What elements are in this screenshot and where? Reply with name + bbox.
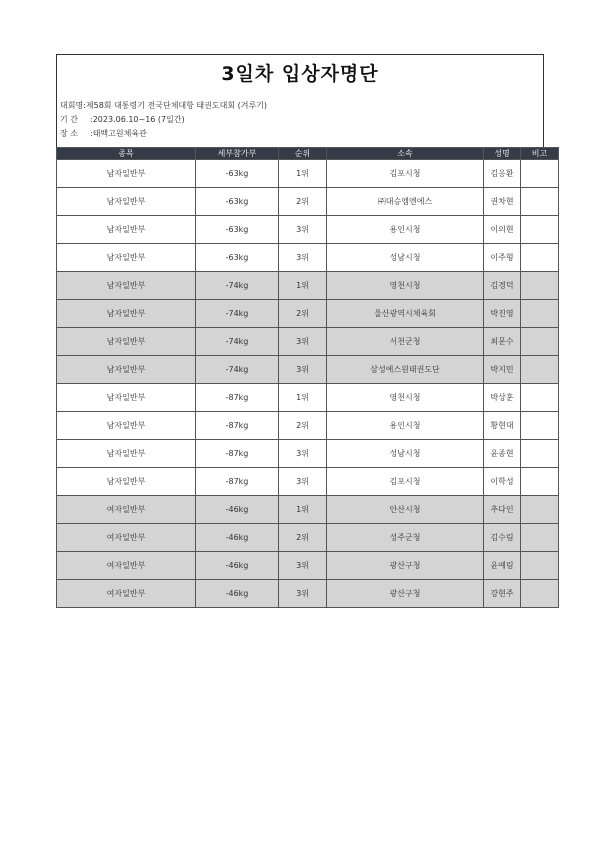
- result-sheet: [56, 54, 548, 608]
- info-label: 기 간: [60, 115, 78, 124]
- event-cell: 남자일반부: [57, 300, 196, 328]
- header-note: 비고: [521, 148, 559, 160]
- rank-cell: 2위: [279, 188, 327, 216]
- event-cell: 남자일반부: [57, 440, 196, 468]
- name-cell: 이학성: [484, 468, 521, 496]
- table-row: [57, 216, 559, 244]
- note-cell: [521, 272, 559, 300]
- rank-cell: 3위: [279, 216, 327, 244]
- team-cell: 김포시청: [327, 160, 484, 188]
- table-row: [57, 552, 559, 580]
- rank-cell: 2위: [279, 300, 327, 328]
- header-event: 종목: [57, 148, 196, 160]
- team-cell: 용인시청: [327, 412, 484, 440]
- info-separator: :: [90, 129, 93, 138]
- table-row: [57, 328, 559, 356]
- weight-class-cell: -46kg: [196, 496, 279, 524]
- note-cell: [521, 412, 559, 440]
- event-cell: 남자일반부: [57, 356, 196, 384]
- winners-table: [56, 147, 559, 608]
- table-row: [57, 412, 559, 440]
- table-header-row: [57, 148, 559, 160]
- info-separator: :: [90, 115, 93, 124]
- table-row: [57, 440, 559, 468]
- name-cell: 김수림: [484, 524, 521, 552]
- table-row: [57, 188, 559, 216]
- info-label: 대회명: [60, 101, 84, 110]
- weight-class-cell: -74kg: [196, 300, 279, 328]
- page-title: 3일차 입상자명단: [221, 62, 379, 85]
- table-row: [57, 524, 559, 552]
- rank-cell: 3위: [279, 440, 327, 468]
- weight-class-cell: -87kg: [196, 412, 279, 440]
- event-cell: 남자일반부: [57, 272, 196, 300]
- table-row: [57, 384, 559, 412]
- header-team: 소속: [327, 148, 484, 160]
- weight-class-cell: -63kg: [196, 160, 279, 188]
- team-cell: 영천시청: [327, 384, 484, 412]
- event-cell: 남자일반부: [57, 384, 196, 412]
- name-cell: 이의현: [484, 216, 521, 244]
- event-cell: 남자일반부: [57, 468, 196, 496]
- note-cell: [521, 496, 559, 524]
- event-cell: 여자일반부: [57, 496, 196, 524]
- table-row: [57, 272, 559, 300]
- weight-class-cell: -74kg: [196, 328, 279, 356]
- weight-class-cell: -46kg: [196, 580, 279, 608]
- event-cell: 남자일반부: [57, 412, 196, 440]
- rank-cell: 1위: [279, 160, 327, 188]
- name-cell: 윤예림: [484, 552, 521, 580]
- weight-class-cell: -46kg: [196, 552, 279, 580]
- weight-class-cell: -74kg: [196, 272, 279, 300]
- name-cell: 강현주: [484, 580, 521, 608]
- table-row: [57, 496, 559, 524]
- team-cell: 용인시청: [327, 216, 484, 244]
- info-value: 제58회 대통령기 전국단체대항 태권도대회 (겨루기): [85, 101, 268, 110]
- name-cell: 권차현: [484, 188, 521, 216]
- header-name: 성명: [484, 148, 521, 160]
- weight-class-cell: -63kg: [196, 244, 279, 272]
- rank-cell: 1위: [279, 384, 327, 412]
- team-cell: 성남시청: [327, 440, 484, 468]
- table-row: [57, 580, 559, 608]
- table-row: [57, 468, 559, 496]
- team-cell: 성남시청: [327, 244, 484, 272]
- note-cell: [521, 580, 559, 608]
- rank-cell: 3위: [279, 356, 327, 384]
- team-cell: 울산광역시체육회: [327, 300, 484, 328]
- rank-cell: 1위: [279, 272, 327, 300]
- weight-class-cell: -63kg: [196, 188, 279, 216]
- name-cell: 황현대: [484, 412, 521, 440]
- event-cell: 남자일반부: [57, 328, 196, 356]
- name-cell: 김경덕: [484, 272, 521, 300]
- info-line-period: [60, 113, 541, 127]
- team-cell: 김포시청: [327, 468, 484, 496]
- table-row: [57, 160, 559, 188]
- name-cell: 박진영: [484, 300, 521, 328]
- note-cell: [521, 188, 559, 216]
- weight-class-cell: -87kg: [196, 440, 279, 468]
- note-cell: [521, 216, 559, 244]
- event-cell: 남자일반부: [57, 244, 196, 272]
- info-label: 장 소: [60, 129, 78, 138]
- info-value: 태백고원체육관: [92, 129, 147, 138]
- team-cell: 안산시청: [327, 496, 484, 524]
- name-cell: 박지민: [484, 356, 521, 384]
- competition-info: [56, 89, 544, 147]
- name-cell: 최문수: [484, 328, 521, 356]
- weight-class-cell: -87kg: [196, 384, 279, 412]
- info-line-competition: [60, 99, 541, 113]
- note-cell: [521, 440, 559, 468]
- title-box: [56, 54, 544, 89]
- info-separator: :: [83, 101, 86, 110]
- event-cell: 남자일반부: [57, 216, 196, 244]
- team-cell: 삼성에스원태권도단: [327, 356, 484, 384]
- name-cell: 이주형: [484, 244, 521, 272]
- note-cell: [521, 160, 559, 188]
- table-body: [57, 160, 559, 608]
- rank-cell: 2위: [279, 524, 327, 552]
- name-cell: 박상훈: [484, 384, 521, 412]
- event-cell: 남자일반부: [57, 160, 196, 188]
- rank-cell: 3위: [279, 468, 327, 496]
- rank-cell: 3위: [279, 244, 327, 272]
- team-cell: 광산구청: [327, 552, 484, 580]
- weight-class-cell: -87kg: [196, 468, 279, 496]
- note-cell: [521, 244, 559, 272]
- note-cell: [521, 384, 559, 412]
- weight-class-cell: -74kg: [196, 356, 279, 384]
- name-cell: 윤종현: [484, 440, 521, 468]
- table-row: [57, 356, 559, 384]
- team-cell: 광산구청: [327, 580, 484, 608]
- note-cell: [521, 524, 559, 552]
- team-cell: 성주군청: [327, 524, 484, 552]
- note-cell: [521, 552, 559, 580]
- event-cell: 남자일반부: [57, 188, 196, 216]
- weight-class-cell: -46kg: [196, 524, 279, 552]
- table-row: [57, 244, 559, 272]
- info-value: 2023.06.10~16 (7일간): [92, 115, 185, 124]
- rank-cell: 3위: [279, 580, 327, 608]
- team-cell: 영천시청: [327, 272, 484, 300]
- header-weight-class: 세부참가부: [196, 148, 279, 160]
- rank-cell: 3위: [279, 328, 327, 356]
- team-cell: ㈜대승엠엔에스: [327, 188, 484, 216]
- rank-cell: 3위: [279, 552, 327, 580]
- table-row: [57, 300, 559, 328]
- event-cell: 여자일반부: [57, 524, 196, 552]
- name-cell: 김응환: [484, 160, 521, 188]
- note-cell: [521, 300, 559, 328]
- weight-class-cell: -63kg: [196, 216, 279, 244]
- team-cell: 서천군청: [327, 328, 484, 356]
- event-cell: 여자일반부: [57, 552, 196, 580]
- note-cell: [521, 328, 559, 356]
- header-rank: 순위: [279, 148, 327, 160]
- rank-cell: 2위: [279, 412, 327, 440]
- note-cell: [521, 356, 559, 384]
- event-cell: 여자일반부: [57, 580, 196, 608]
- name-cell: 추다인: [484, 496, 521, 524]
- note-cell: [521, 468, 559, 496]
- rank-cell: 1위: [279, 496, 327, 524]
- info-line-venue: [60, 127, 541, 141]
